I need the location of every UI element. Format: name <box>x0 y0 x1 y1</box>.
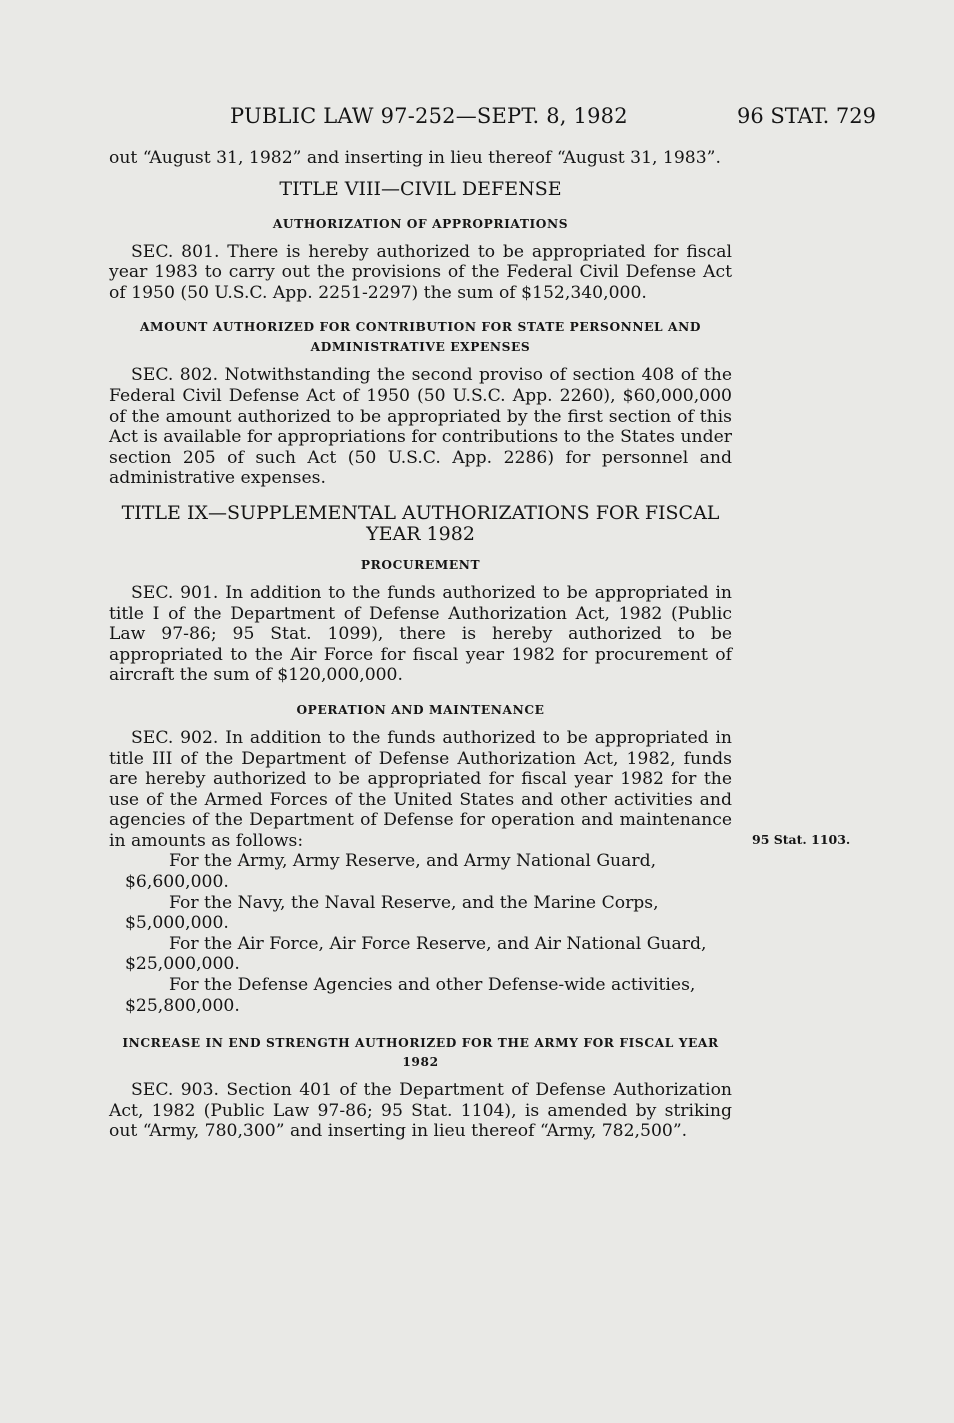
bleed-through-margin-text <box>800 150 870 164</box>
list-item-amount: $25,000,000. <box>125 954 240 975</box>
list-item <box>109 934 732 975</box>
title-viii-heading: TITLE VIII—CIVIL DEFENSE <box>279 177 562 200</box>
section-901-text: SEC. 901. In addition to the funds authorized to be appropriated in title I of the Department of Defense Authorization Act, 1982 (Public Law 97-86; 95 Stat. 1099), there is hereby authorized to be appropriated to the Air Force for fiscal year 1982 for procurement of aircraft the sum of $120,000,000. <box>109 582 732 686</box>
section-801-heading: AUTHORIZATION OF APPROPRIATIONS <box>272 216 569 231</box>
section-801-text: SEC. 801. There is hereby authorized to be appropriated for fiscal year 1983 to carry out the provisions of the Federal Civil Defense Act of 1950 (50 U.S.C. App. 2251-2297) the sum of $152,340,000. <box>109 241 732 303</box>
list-item-text: For the Air Force, Air Force Reserve, and Air National Guard, <box>169 933 707 954</box>
section-802-text: SEC. 802. Notwithstanding the second proviso of section 408 of the Federal Civil Defense Act of 1950 (50 U.S.C. App. 2260), $60,000,000 of the amount authorized to be appropriated by the first section of this Act is available for appropriations for contributions to the States under section 205 of such Act (50 U.S.C. App. 2286) for personnel and administrative expenses. <box>109 365 732 489</box>
section-802-heading: AMOUNT AUTHORIZED FOR CONTRIBUTION FOR STATE PERSONNEL AND ADMINISTRATIVE EXPENSES <box>139 320 702 355</box>
list-item-amount: $25,800,000. <box>125 995 240 1016</box>
list-item <box>109 893 732 934</box>
document-body <box>109 148 732 1142</box>
margin-note: 95 Stat. 1103. <box>752 832 851 847</box>
section-903-text: SEC. 903. Section 401 of the Department of Defense Authorization Act, 1982 (Public Law 97-86; 95 Stat. 1104), is amended by striking out “Army, 780,300” and inserting in lieu thereof “Army, 782,500”. <box>109 1080 732 1142</box>
list-item <box>109 851 732 892</box>
title-ix-heading: TITLE IX—SUPPLEMENTAL AUTHORIZATIONS FOR FISCAL YEAR 1982 <box>121 501 720 545</box>
paragraph-continuation: out “August 31, 1982” and inserting in lieu thereof “August 31, 1983”. <box>109 148 721 168</box>
running-header: PUBLIC LAW 97-252—SEPT. 8, 1982 <box>230 104 628 128</box>
page-citation: 96 STAT. 729 <box>737 104 877 128</box>
list-item-amount: $6,600,000. <box>125 872 229 893</box>
section-901-heading: PROCUREMENT <box>360 557 481 572</box>
list-item-text: For the Navy, the Naval Reserve, and the Marine Corps, <box>169 892 659 913</box>
list-item-text: For the Army, Army Reserve, and Army National Guard, <box>169 851 657 872</box>
section-903-heading: INCREASE IN END STRENGTH AUTHORIZED FOR THE ARMY FOR FISCAL YEAR 1982 <box>122 1036 719 1070</box>
section-902-text: SEC. 902. In addition to the funds authorized to be appropriated in title III of the Department of Defense Authorization Act, 1982, funds are hereby authorized to be appropriated for fiscal year 1982 for the use of the Armed Forces of the United States and other activities and agencies of the Department of Defense for operation and maintenance in amounts as follows: <box>109 727 732 851</box>
list-item-amount: $5,000,000. <box>125 913 229 934</box>
section-902-heading: OPERATION AND MAINTENANCE <box>296 702 545 717</box>
appropriation-list <box>109 851 732 1016</box>
list-item <box>109 975 732 1016</box>
list-item-text: For the Defense Agencies and other Defense-wide activities, <box>169 975 696 996</box>
